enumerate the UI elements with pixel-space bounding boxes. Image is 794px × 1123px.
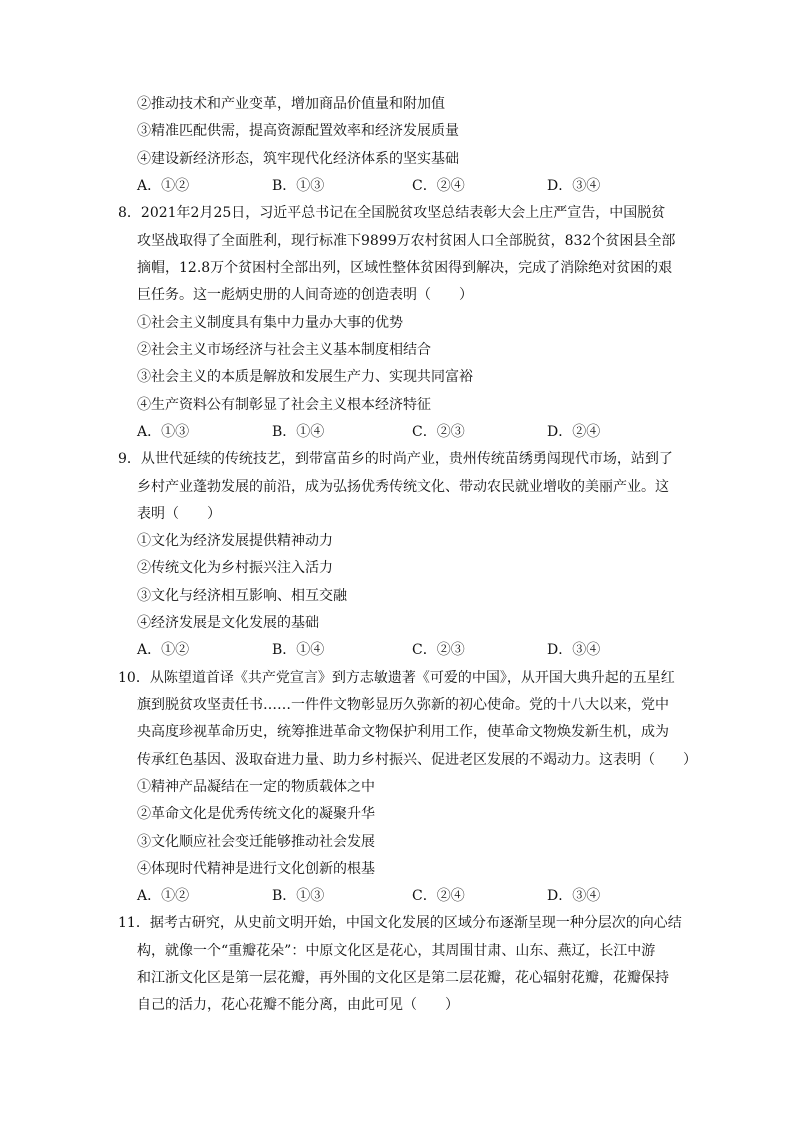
q9-option-2: ②传统文化为乡村振兴注入活力 bbox=[137, 560, 333, 576]
q10-option-4: ④体现时代精神是进行文化创新的根基 bbox=[137, 861, 375, 877]
q11-stem-line-4: 自己的活力，花心花瓣不能分离，由此可见（ ） bbox=[137, 997, 459, 1013]
q10-choice-d: D．③④ bbox=[547, 888, 601, 904]
q10-choice-c: C．②④ bbox=[412, 888, 465, 904]
q7-choice-c: C．②④ bbox=[412, 178, 465, 194]
q7-option-3: ③精准匹配供需，提高资源配置效率和经济发展质量 bbox=[137, 123, 459, 139]
q10-stem-line-2: 旗到脱贫攻坚责任书……一件件文物彰显历久弥新的初心使命。党的十八大以来，党中 bbox=[137, 697, 669, 713]
q8-option-1: ①社会主义制度具有集中力量办大事的优势 bbox=[137, 315, 403, 331]
q10-stem-line-3: 央高度珍视革命历史，统筹推进革命文物保护利用工作，使革命文物焕发新生机，成为 bbox=[137, 724, 669, 740]
q7-choice-d: D．③④ bbox=[547, 178, 601, 194]
q9-option-1: ①文化为经济发展提供精神动力 bbox=[137, 533, 333, 549]
q8-stem-line-1: 8．2021年2月25日，习近平总书记在全国脱贫攻坚总结表彰大会上庄严宣告，中国脱贫 bbox=[118, 205, 666, 221]
q9-stem-line-2: 乡村产业蓬勃发展的前沿，成为弘扬优秀传统文化、带动农民就业增收的美丽产业。这 bbox=[137, 479, 669, 495]
q10-choice-a: A．①② bbox=[137, 888, 190, 904]
q7-choice-b: B．①③ bbox=[272, 178, 325, 194]
q8-option-4: ④生产资料公有制彰显了社会主义根本经济特征 bbox=[137, 397, 431, 413]
q11-stem-line-1: 11．据考古研究，从史前文明开始，中国文化发展的区域分布逐渐呈现一种分层次的向心结 bbox=[118, 915, 682, 931]
q10-option-3: ③文化顺应社会变迁能够推动社会发展 bbox=[137, 834, 375, 850]
q10-stem-line-1: 10．从陈望道首译《共产党宣言》到方志敏遗著《可爱的中国》，从开国大典升起的五星红 bbox=[118, 670, 675, 686]
q8-stem-line-3: 摘帽，12.8万个贫困村全部出列，区域性整体贫困得到解决，完成了消除绝对贫困的艰 bbox=[137, 260, 673, 276]
q9-option-3: ③文化与经济相互影响、相互交融 bbox=[137, 588, 347, 604]
q9-option-4: ④经济发展是文化发展的基础 bbox=[137, 615, 319, 631]
q10-choice-b: B．①③ bbox=[272, 888, 325, 904]
q8-option-2: ②社会主义市场经济与社会主义基本制度相结合 bbox=[137, 342, 431, 358]
q9-stem-line-1: 9．从世代延续的传统技艺，到带富苗乡的时尚产业，贵州传统苗绣勇闯现代市场，站到了 bbox=[118, 451, 673, 467]
q8-choice-b: B．①④ bbox=[272, 424, 325, 440]
q10-option-2: ②革命文化是优秀传统文化的凝聚升华 bbox=[137, 806, 375, 822]
q8-option-3: ③社会主义的本质是解放和发展生产力、实现共同富裕 bbox=[137, 369, 473, 385]
q8-choice-d: D．②④ bbox=[547, 424, 601, 440]
q8-stem-line-2: 攻坚战取得了全面胜利，现行标准下9899万农村贫困人口全部脱贫，832个贫困县全部 bbox=[137, 233, 676, 249]
q9-stem-line-3: 表明（ ） bbox=[137, 506, 221, 522]
q7-option-4: ④建设新经济形态，筑牢现代化经济体系的坚实基础 bbox=[137, 151, 459, 167]
q10-stem-line-4: 传承红色基因、汲取奋进力量、助力乡村振兴、促进老区发展的不竭动力。这表明（ ） bbox=[137, 752, 697, 768]
q8-choice-a: A．①③ bbox=[137, 424, 190, 440]
q7-option-2: ②推动技术和产业变革，增加商品价值量和附加值 bbox=[137, 96, 445, 112]
q8-stem-line-4: 巨任务。这一彪炳史册的人间奇迹的创造表明（ ） bbox=[137, 287, 473, 303]
q9-choice-c: C．②③ bbox=[412, 642, 465, 658]
q9-choice-d: D．③④ bbox=[547, 642, 601, 658]
q11-stem-line-3: 和江浙文化区是第一层花瓣，再外围的文化区是第二层花瓣，花心辐射花瓣，花瓣保持 bbox=[137, 970, 669, 986]
q9-choice-b: B．①④ bbox=[272, 642, 325, 658]
q10-option-1: ①精神产品凝结在一定的物质载体之中 bbox=[137, 779, 375, 795]
q11-stem-line-2: 构，就像一个“重瓣花朵”：中原文化区是花心，其周围甘肃、山东、燕辽，长江中游 bbox=[137, 943, 656, 959]
q7-choice-a: A．①② bbox=[137, 178, 190, 194]
q9-choice-a: A．①② bbox=[137, 642, 190, 658]
q8-choice-c: C．②③ bbox=[412, 424, 465, 440]
